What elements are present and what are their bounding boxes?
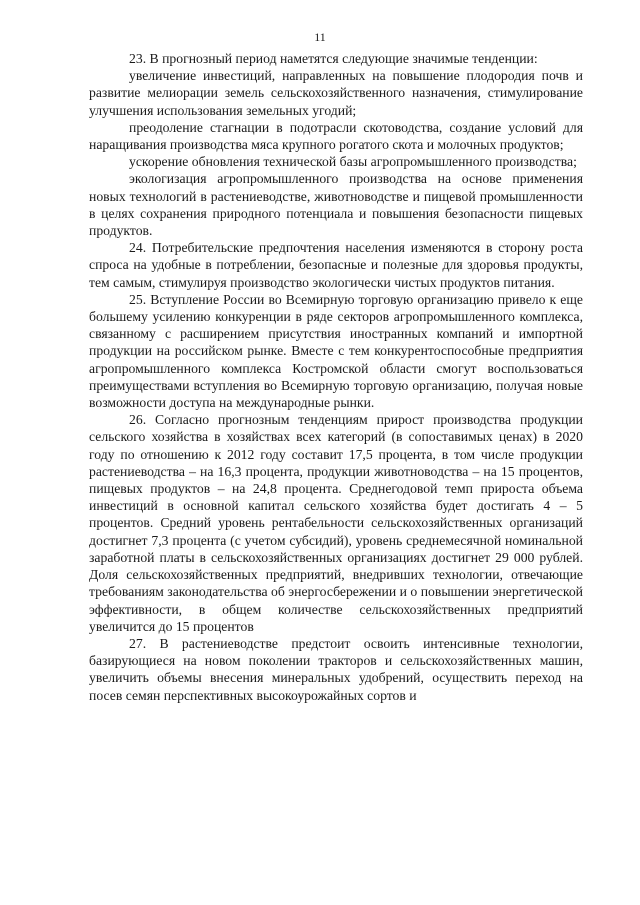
paragraph-23-item-ecologization: экологизация агропромышленного производства на основе применения новых технологий в растениеводстве, животноводстве и пищевой промышленности в целях сохранения природного потенциала и повышения безопасности пищевых продуктов. (89, 171, 583, 239)
paragraph-27: 27. В растениеводстве предстоит освоить интенсивные технологии, базирующиеся на новом поколении тракторов и сельскохозяйственных машин, увеличить объемы внесения минеральных удобрений, осуществить переход на посев семян перспективных высокоурожайных сортов и (89, 635, 583, 703)
document-body (89, 50, 583, 704)
paragraph-23-item-livestock: преодоление стагнации в подотрасли скотоводства, создание условий для наращивания производства мяса крупного рогатого скота и молочных продуктов; (89, 119, 583, 153)
paragraph-24: 24. Потребительские предпочтения населения изменяются в сторону роста спроса на удобные в потреблении, безопасные и полезные для здоровья продукты, тем самым, стимулируя производство экологически чистых продуктов питания. (89, 240, 583, 290)
page-number: 11 (314, 30, 326, 44)
paragraph-23-item-investment: увеличение инвестиций, направленных на повышение плодородия почв и развитие мелиорации земель сельскохозяйственного назначения, стимулирование улучшения использования земельных угодий; (89, 68, 583, 118)
paragraph-23-intro: 23. В прогнозный период наметятся следующие значимые тенденции: (129, 51, 538, 66)
paragraph-25: 25. Вступление России во Всемирную торговую организацию привело к еще большему усилению конкуренции в ряде секторов агропромышленного комплекса, связанному с расширением присутствия иностранных компаний и импортной продукции на российском рынке. Вместе с тем конкурентоспособные предприятия агропромышленного комплекса Костромской области смогут воспользоваться преимуществами вступления во Всемирную торговую организацию, получая новые возможности доступа на международные рынки. (89, 291, 583, 411)
paragraph-23-item-technical-base: ускорение обновления технической базы агропромышленного производства; (129, 154, 577, 170)
paragraph-26: 26. Согласно прогнозным тенденциям прирост производства продукции сельского хозяйства в хозяйствах всех категорий (в сопоставимых ценах) в 2020 году по отношению к 2012 году составит 17,5 процента, в том числе продукции растениеводства – на 16,3 процента, продукции животноводства – на 15 процентов, пищевых продуктов – на 24,8 процента. Среднегодовой темп прироста объема инвестиций в основной капитал сельского хозяйства будет достигать 4 – 5 процентов. Средний уровень рентабельности сельскохозяйственных организаций достигнет 7,3 процента (с учетом субсидий), уровень среднемесячной номинальной заработной платы в сельскохозяйственных организациях достигнет 29 000 рублей. Доля сельскохозяйственных предприятий, внедривших технологии, отвечающие требованиям законодательства об энергосбережении и о повышении энергетической эффективности, в общем количестве сельскохозяйственных предприятий увеличится до 15 процентов (89, 412, 583, 634)
